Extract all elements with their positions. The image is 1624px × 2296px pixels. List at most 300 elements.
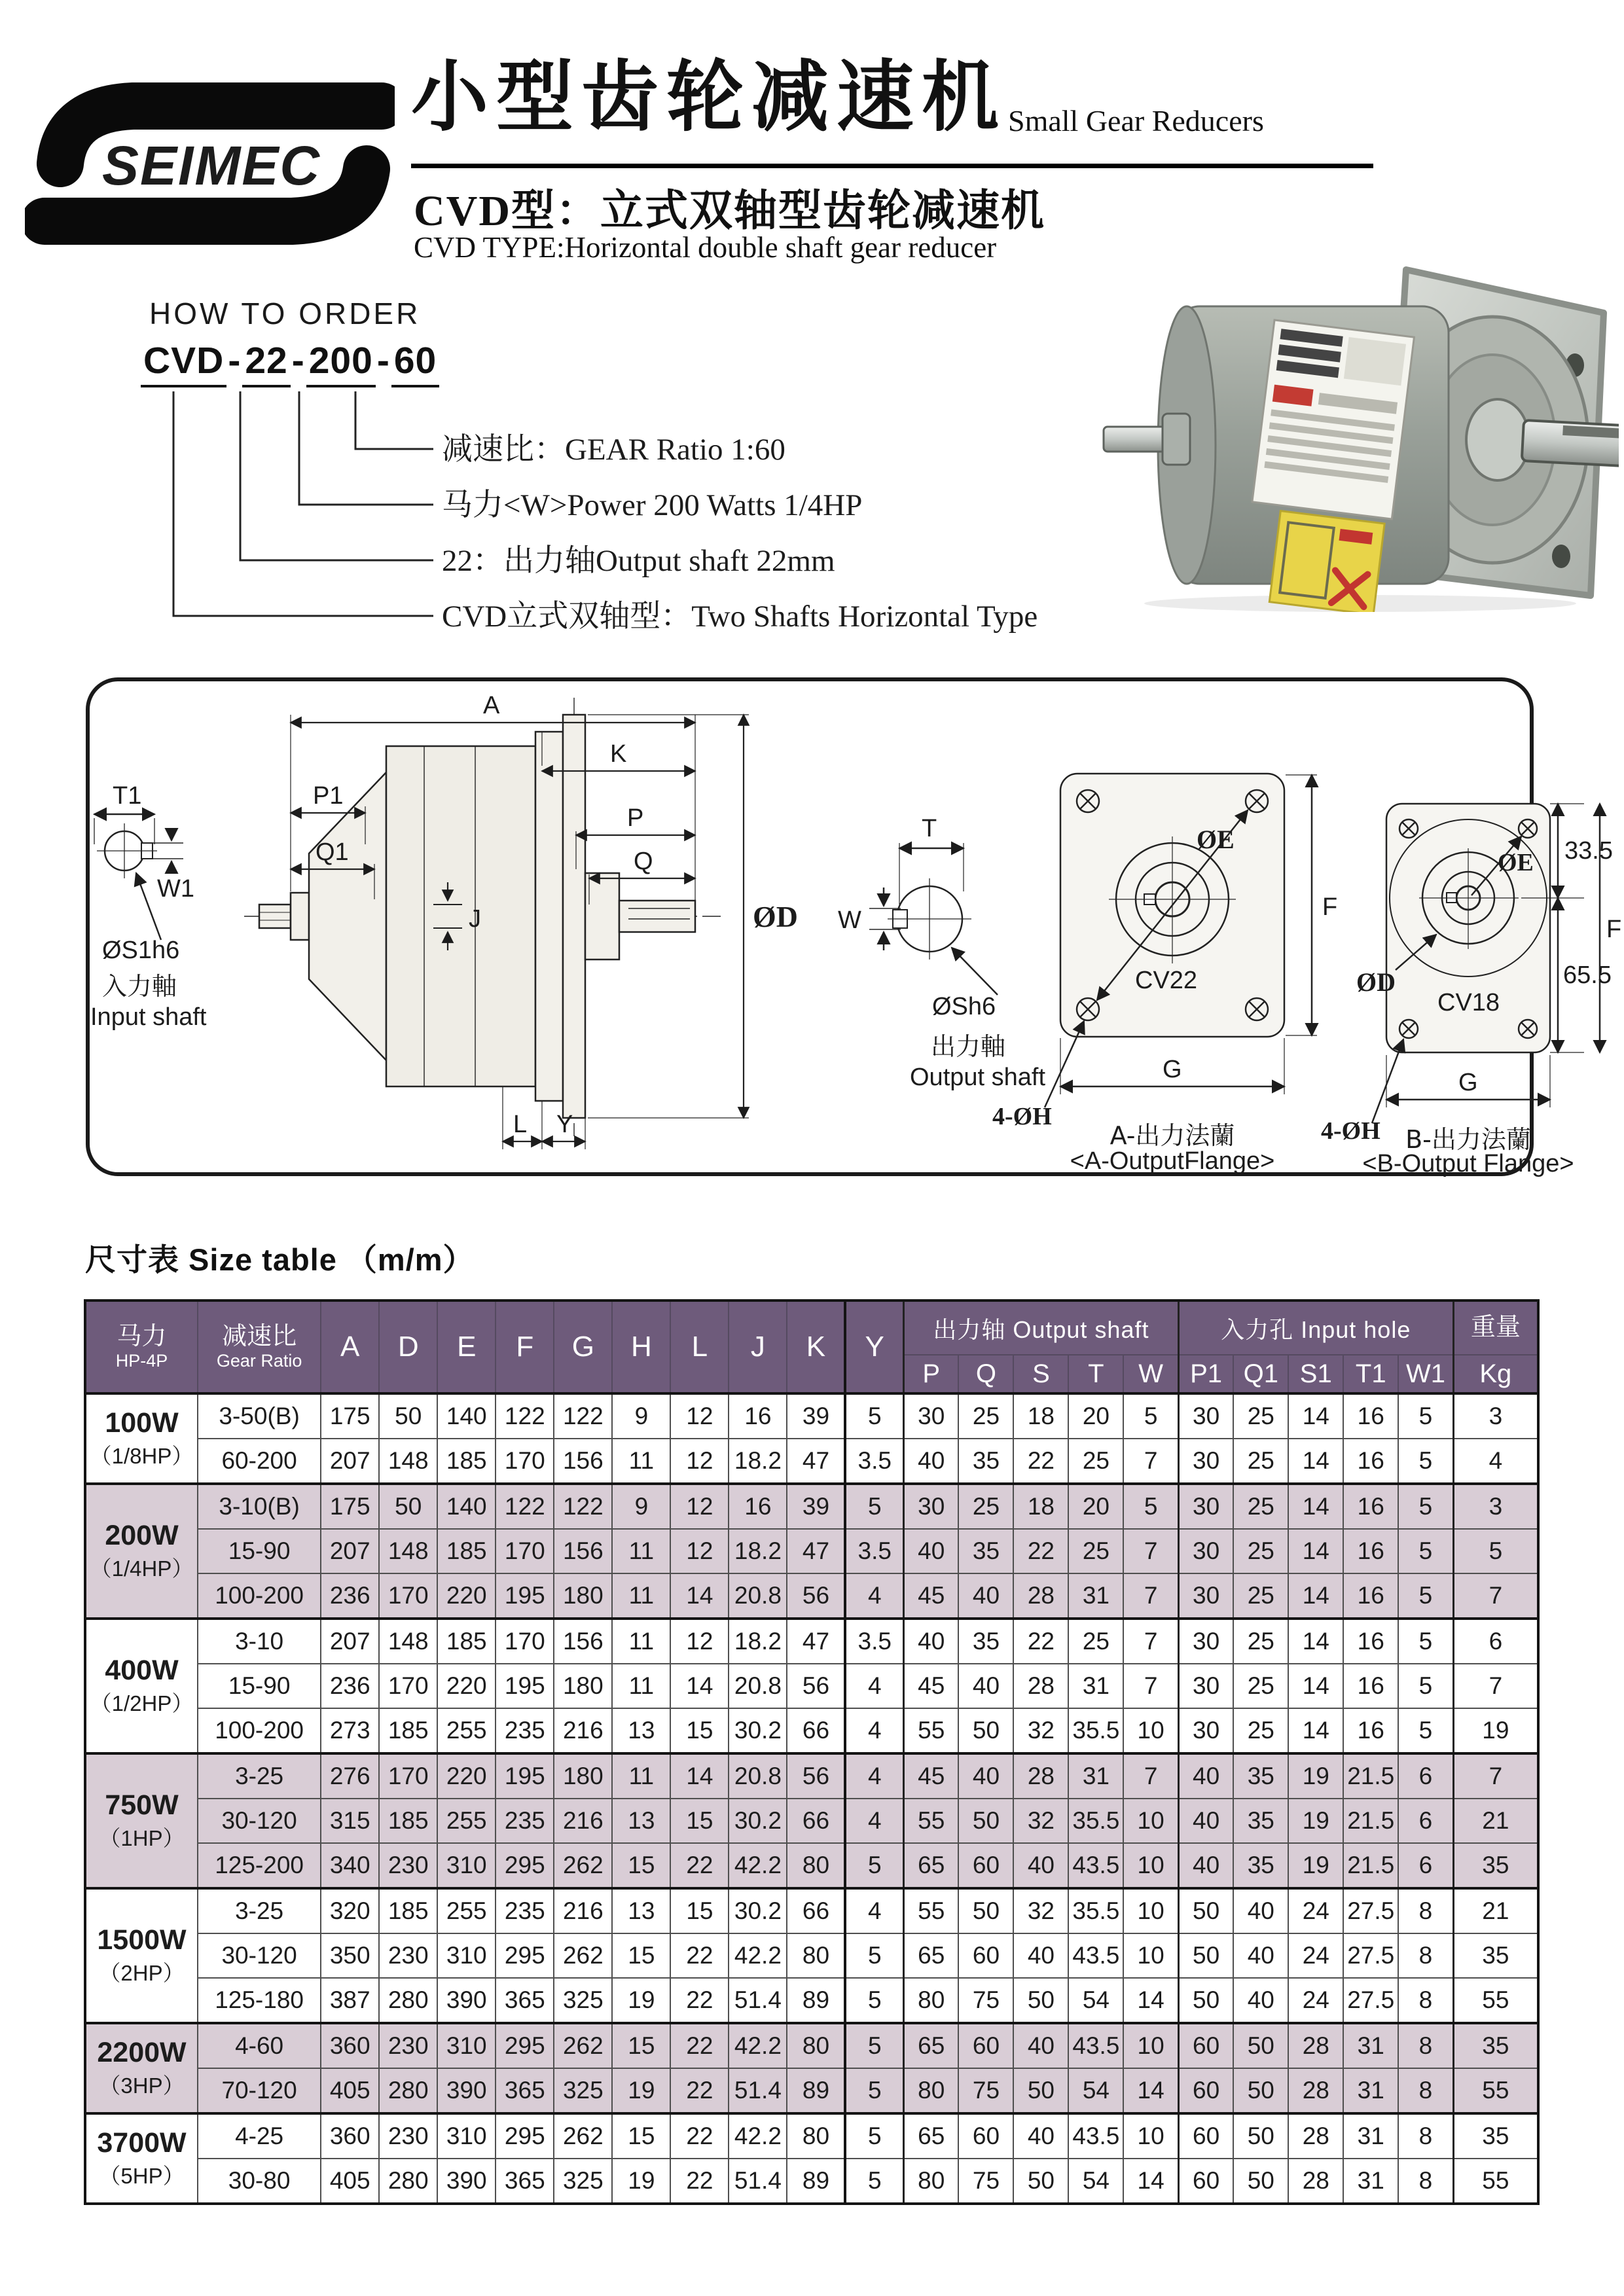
col-P: P (904, 1355, 959, 1393)
dim-cell: 80 (787, 2023, 845, 2068)
dim-cell: 55 (904, 1799, 959, 1843)
col-S1: S1 (1288, 1355, 1343, 1393)
gear-ratio-cell: 4-25 (198, 2113, 321, 2159)
dim-cell: 10 (1123, 1708, 1178, 1753)
dim-cell: 25 (1068, 1619, 1123, 1664)
dim-cell: 180 (554, 1753, 612, 1799)
flange-b-G: G (1458, 1069, 1478, 1096)
table-row (85, 1799, 1538, 1843)
dim-cell: 15 (612, 1933, 670, 1978)
dim-cell: 280 (379, 1978, 437, 2023)
dim-cell: 40 (1013, 1933, 1068, 1978)
dim-cell: 55 (1453, 2159, 1538, 2204)
dim-cell: 40 (1013, 1843, 1068, 1888)
dim-cell: 50 (1013, 2159, 1068, 2204)
dim-cell: 35 (958, 1619, 1013, 1664)
col-E: E (437, 1300, 496, 1393)
dim-cell: 50 (1178, 1978, 1233, 2023)
dim-cell: 235 (496, 1888, 554, 1933)
dim-cell: 43.5 (1068, 2023, 1123, 2068)
dim-cell: 22 (670, 1843, 729, 1888)
dim-cell: 40 (904, 1439, 959, 1484)
dim-cell: 255 (437, 1799, 496, 1843)
dim-cell: 89 (787, 2159, 845, 2204)
dim-cell: 22 (670, 2159, 729, 2204)
dim-cell: 50 (958, 1799, 1013, 1843)
table-row (85, 1843, 1538, 1888)
dim-cell: 6 (1453, 1619, 1538, 1664)
dim-cell: 405 (321, 2159, 379, 2204)
dim-S1h6: ØS1h6 (102, 937, 180, 964)
gear-ratio-cell: 30-120 (198, 1933, 321, 1978)
dim-cell: 50 (379, 1393, 437, 1439)
dim-T1: T1 (113, 782, 142, 810)
dim-cell: 14 (1288, 1664, 1343, 1708)
subtitle-cn: CVD型：立式双轴型齿轮减速机 (414, 187, 1045, 235)
col-D: D (379, 1300, 437, 1393)
dim-cell: 32 (1013, 1708, 1068, 1753)
size-table-body (85, 1393, 1538, 2204)
col-ratio: 减速比 Gear Ratio (198, 1300, 321, 1393)
dim-cell: 22 (1013, 1619, 1068, 1664)
output-shaft-label-cn: 出力軸 (931, 1032, 1006, 1061)
dim-cell: 14 (1123, 2068, 1178, 2113)
dim-cell: 8 (1398, 2113, 1453, 2159)
dim-cell: 75 (958, 1978, 1013, 2023)
code-segment-type: CVD (141, 339, 226, 387)
dim-cell: 28 (1013, 1664, 1068, 1708)
dim-cell: 54 (1068, 2068, 1123, 2113)
dim-cell: 27.5 (1343, 1933, 1398, 1978)
flange-a-H: 4-ØH (992, 1103, 1052, 1130)
dim-cell: 30 (1178, 1484, 1233, 1529)
col-weight: 重量 (1453, 1300, 1538, 1355)
dim-cell: 25 (1233, 1619, 1288, 1664)
dim-cell: 10 (1123, 1888, 1178, 1933)
dim-cell: 11 (612, 1529, 670, 1573)
dim-cell: 14 (1288, 1529, 1343, 1573)
dim-cell: 185 (437, 1529, 496, 1573)
dim-cell: 28 (1288, 2068, 1343, 2113)
dim-cell: 390 (437, 2159, 496, 2204)
dim-cell: 207 (321, 1439, 379, 1484)
dim-cell: 80 (787, 2113, 845, 2159)
dim-cell: 40 (1013, 2113, 1068, 2159)
dim-cell: 15 (612, 1843, 670, 1888)
dim-cell: 40 (1233, 1888, 1288, 1933)
dim-J: J (469, 905, 481, 933)
dim-Y: Y (556, 1111, 573, 1138)
dim-cell: 340 (321, 1843, 379, 1888)
dim-cell: 175 (321, 1484, 379, 1529)
dim-cell: 31 (1068, 1664, 1123, 1708)
dim-cell: 220 (437, 1753, 496, 1799)
dim-cell: 39 (787, 1484, 845, 1529)
dim-cell: 170 (496, 1529, 554, 1573)
dim-cell: 3.5 (845, 1619, 903, 1664)
dim-cell: 54 (1068, 1978, 1123, 2023)
dim-cell: 122 (496, 1393, 554, 1439)
dim-cell: 230 (379, 2023, 437, 2068)
dim-A: A (483, 692, 500, 719)
dim-cell: 230 (379, 1933, 437, 1978)
dim-cell: 50 (379, 1484, 437, 1529)
dim-cell: 5 (845, 1393, 903, 1439)
dim-cell: 5 (845, 1484, 903, 1529)
dim-cell: 7 (1123, 1439, 1178, 1484)
dim-cell: 22 (1013, 1529, 1068, 1573)
dim-cell: 40 (1233, 1933, 1288, 1978)
dim-cell: 7 (1453, 1753, 1538, 1799)
dim-cell: 35.5 (1068, 1708, 1123, 1753)
flange-b-E: ØE (1498, 849, 1534, 876)
dim-cell: 80 (904, 1978, 959, 2023)
dim-cell: 180 (554, 1573, 612, 1619)
dim-T: T (922, 815, 937, 842)
group-output-shaft: 出力轴 Output shaft (904, 1300, 1179, 1355)
dim-cell: 66 (787, 1888, 845, 1933)
dim-cell: 148 (379, 1439, 437, 1484)
dim-cell: 207 (321, 1619, 379, 1664)
dim-cell: 30.2 (729, 1888, 787, 1933)
dim-cell: 35 (1453, 1843, 1538, 1888)
size-table-title: 尺寸表 Size table （m/m） (85, 1242, 475, 1277)
dim-cell: 89 (787, 2068, 845, 2113)
dim-cell: 5 (845, 2113, 903, 2159)
dim-cell: 15 (670, 1708, 729, 1753)
dim-cell: 230 (379, 1843, 437, 1888)
dim-cell: 216 (554, 1708, 612, 1753)
dim-cell: 255 (437, 1708, 496, 1753)
dim-cell: 12 (670, 1619, 729, 1664)
dim-cell: 21.5 (1343, 1843, 1398, 1888)
output-shaft (1522, 420, 1619, 467)
dim-cell: 19 (612, 2068, 670, 2113)
dim-cell: 195 (496, 1753, 554, 1799)
dim-cell: 19 (1453, 1708, 1538, 1753)
dim-cell: 310 (437, 1933, 496, 1978)
dim-cell: 230 (379, 2113, 437, 2159)
output-shaft-label-en: Output shaft (910, 1064, 1046, 1091)
dim-cell: 15 (670, 1888, 729, 1933)
dim-cell: 140 (437, 1484, 496, 1529)
dimension-drawing (84, 675, 1624, 1179)
dim-cell: 80 (787, 1933, 845, 1978)
dim-cell: 11 (612, 1753, 670, 1799)
dim-cell: 19 (1288, 1799, 1343, 1843)
dim-cell: 31 (1343, 2159, 1398, 2204)
col-W: W (1123, 1355, 1178, 1393)
dim-cell: 55 (1453, 1978, 1538, 2023)
dim-cell: 185 (379, 1708, 437, 1753)
dim-cell: 315 (321, 1799, 379, 1843)
table-row (85, 1439, 1538, 1484)
table-row (85, 1753, 1538, 1799)
dim-cell: 43.5 (1068, 1933, 1123, 1978)
dim-cell: 40 (1178, 1753, 1233, 1799)
dim-cell: 14 (1123, 2159, 1178, 2204)
dim-cell: 295 (496, 1933, 554, 1978)
dim-cell: 22 (670, 2068, 729, 2113)
dim-cell: 5 (1398, 1439, 1453, 1484)
dim-cell: 35 (1453, 1933, 1538, 1978)
table-row (85, 1708, 1538, 1753)
page-title-en: Small Gear Reducers (1008, 104, 1264, 137)
dim-cell: 47 (787, 1439, 845, 1484)
dim-cell: 13 (612, 1888, 670, 1933)
dim-cell: 360 (321, 2023, 379, 2068)
dim-cell: 50 (1013, 2068, 1068, 2113)
callout-type: CVD立式双轴型：Two Shafts Horizontal Type (442, 600, 1038, 634)
col-P1: P1 (1178, 1355, 1233, 1393)
col-kg: Kg (1453, 1355, 1538, 1393)
power-cell: 750W （1HP） (85, 1753, 198, 1888)
flange-b-caption-en: <B-Output Flange> (1362, 1150, 1574, 1177)
input-shaft-label-cn: 入力軸 (102, 972, 177, 1001)
dim-cell: 8 (1398, 1933, 1453, 1978)
dim-cell: 5 (845, 1978, 903, 2023)
dim-cell: 19 (1288, 1843, 1343, 1888)
dim-cell: 22 (1013, 1439, 1068, 1484)
dim-cell: 21.5 (1343, 1799, 1398, 1843)
input-shaft-label-en: Input shaft (90, 1003, 207, 1031)
dim-cell: 51.4 (729, 2068, 787, 2113)
product-photo (1066, 229, 1619, 612)
gear-ratio-cell: 3-10 (198, 1619, 321, 1664)
dim-cell: 5 (845, 2068, 903, 2113)
power-cell: 1500W （2HP） (85, 1888, 198, 2023)
gear-ratio-cell: 125-200 (198, 1843, 321, 1888)
dim-cell: 156 (554, 1439, 612, 1484)
dim-cell: 13 (612, 1708, 670, 1753)
dim-cell: 31 (1068, 1573, 1123, 1619)
dim-cell: 180 (554, 1664, 612, 1708)
dim-cell: 6 (1398, 1753, 1453, 1799)
dim-cell: 148 (379, 1529, 437, 1573)
dim-cell: 14 (670, 1573, 729, 1619)
dim-Q: Q (634, 848, 653, 875)
dim-cell: 5 (1398, 1664, 1453, 1708)
dim-cell: 195 (496, 1664, 554, 1708)
col-T: T (1068, 1355, 1123, 1393)
dim-cell: 325 (554, 1978, 612, 2023)
dim-cell: 43.5 (1068, 1843, 1123, 1888)
nameplate (1252, 320, 1415, 519)
dim-cell: 25 (1233, 1393, 1288, 1439)
flange-b-dim-top: 33.5 (1564, 837, 1613, 865)
dim-Sh6: ØSh6 (932, 993, 996, 1020)
col-H: H (612, 1300, 670, 1393)
dim-cell: 50 (1178, 1888, 1233, 1933)
col-F: F (496, 1300, 554, 1393)
dim-cell: 50 (1233, 2159, 1288, 2204)
dim-cell: 390 (437, 1978, 496, 2023)
dim-cell: 35 (958, 1529, 1013, 1573)
callout-shaft: 22：出力轴Output shaft 22mm (442, 544, 835, 578)
group-input-hole: 入力孔 Input hole (1178, 1300, 1453, 1355)
flange-a-model: CV22 (1135, 967, 1198, 994)
dim-cell: 25 (958, 1484, 1013, 1529)
dim-cell: 11 (612, 1573, 670, 1619)
gear-ratio-cell: 60-200 (198, 1439, 321, 1484)
dim-cell: 40 (958, 1664, 1013, 1708)
dim-cell: 35 (958, 1439, 1013, 1484)
dim-cell: 220 (437, 1664, 496, 1708)
col-S: S (1013, 1355, 1068, 1393)
dim-cell: 21 (1453, 1888, 1538, 1933)
page-title: 小型齿轮减速机 (411, 52, 1007, 142)
dim-cell: 39 (787, 1393, 845, 1439)
dim-cell: 75 (958, 2159, 1013, 2204)
dim-cell: 28 (1013, 1573, 1068, 1619)
flange-a-F: F (1322, 893, 1338, 921)
dim-cell: 30 (1178, 1393, 1233, 1439)
dim-cell: 21.5 (1343, 1753, 1398, 1799)
dim-cell: 185 (379, 1799, 437, 1843)
dim-cell: 30 (1178, 1439, 1233, 1484)
dim-cell: 50 (958, 1708, 1013, 1753)
dim-cell: 10 (1123, 1799, 1178, 1843)
dim-cell: 4 (845, 1799, 903, 1843)
dim-cell: 14 (670, 1664, 729, 1708)
dim-cell: 25 (1233, 1529, 1288, 1573)
table-row (85, 1484, 1538, 1529)
dim-cell: 50 (1178, 1933, 1233, 1978)
col-Q1: Q1 (1233, 1355, 1288, 1393)
table-row (85, 1978, 1538, 2023)
dim-cell: 185 (379, 1888, 437, 1933)
dim-cell: 14 (1288, 1573, 1343, 1619)
dim-cell: 42.2 (729, 1933, 787, 1978)
dim-cell: 170 (496, 1619, 554, 1664)
order-heading: HOW TO ORDER (149, 296, 421, 331)
dim-cell: 16 (1343, 1573, 1398, 1619)
table-row (85, 2159, 1538, 2204)
code-segment-power: 200 (306, 339, 376, 387)
dim-cell: 35.5 (1068, 1888, 1123, 1933)
dim-cell: 236 (321, 1573, 379, 1619)
dim-cell: 31 (1343, 2113, 1398, 2159)
dim-cell: 5 (1123, 1484, 1178, 1529)
dim-cell: 40 (1178, 1843, 1233, 1888)
dim-cell: 5 (1398, 1393, 1453, 1439)
dim-cell: 16 (729, 1484, 787, 1529)
dim-cell: 43.5 (1068, 2113, 1123, 2159)
dim-cell: 28 (1013, 1753, 1068, 1799)
dim-cell: 15 (612, 2113, 670, 2159)
dim-cell: 30 (1178, 1708, 1233, 1753)
flange-a-E: ØE (1197, 825, 1235, 854)
dim-cell: 24 (1288, 1933, 1343, 1978)
dim-cell: 5 (845, 2023, 903, 2068)
dim-cell: 5 (1398, 1619, 1453, 1664)
dim-cell: 216 (554, 1799, 612, 1843)
gear-ratio-cell: 3-25 (198, 1888, 321, 1933)
dim-cell: 16 (1343, 1529, 1398, 1573)
table-row (85, 1573, 1538, 1619)
dim-cell: 35 (1233, 1799, 1288, 1843)
dim-cell: 140 (437, 1393, 496, 1439)
dim-cell: 360 (321, 2113, 379, 2159)
order-callout-diagram (137, 391, 1198, 666)
dim-cell: 20 (1068, 1393, 1123, 1439)
dim-cell: 65 (904, 1843, 959, 1888)
dim-cell: 8 (1398, 2023, 1453, 2068)
dim-cell: 122 (554, 1484, 612, 1529)
flange-a-G: G (1163, 1056, 1182, 1083)
dim-cell: 50 (1013, 1978, 1068, 2023)
dim-cell: 40 (904, 1529, 959, 1573)
dim-cell: 273 (321, 1708, 379, 1753)
dim-cell: 365 (496, 1978, 554, 2023)
dim-cell: 276 (321, 1753, 379, 1799)
dim-cell: 30 (1178, 1529, 1233, 1573)
dim-cell: 325 (554, 2068, 612, 2113)
dim-cell: 12 (670, 1529, 729, 1573)
dim-cell: 16 (1343, 1484, 1398, 1529)
dim-cell: 30 (904, 1393, 959, 1439)
flange-b-D: ØD (1356, 967, 1396, 997)
dim-cell: 32 (1013, 1888, 1068, 1933)
dim-cell: 16 (729, 1393, 787, 1439)
dim-cell: 295 (496, 2023, 554, 2068)
dim-cell: 20.8 (729, 1753, 787, 1799)
dim-cell: 12 (670, 1393, 729, 1439)
dim-cell: 15 (612, 2023, 670, 2068)
dim-cell: 4 (845, 1888, 903, 1933)
dim-cell: 387 (321, 1978, 379, 2023)
dim-cell: 30.2 (729, 1799, 787, 1843)
table-row (85, 2023, 1538, 2068)
dim-cell: 7 (1123, 1619, 1178, 1664)
dim-cell: 30.2 (729, 1708, 787, 1753)
dim-cell: 325 (554, 2159, 612, 2204)
dim-cell: 9 (612, 1393, 670, 1439)
dim-cell: 6 (1398, 1799, 1453, 1843)
dim-cell: 7 (1123, 1753, 1178, 1799)
dim-cell: 14 (1288, 1484, 1343, 1529)
col-T1: T1 (1343, 1355, 1398, 1393)
dim-cell: 3 (1453, 1484, 1538, 1529)
dim-cell: 262 (554, 2113, 612, 2159)
dim-cell: 14 (1288, 1619, 1343, 1664)
dim-cell: 30 (1178, 1664, 1233, 1708)
power-cell: 3700W （5HP） (85, 2113, 198, 2204)
gear-ratio-cell: 4-60 (198, 2023, 321, 2068)
dim-cell: 185 (437, 1439, 496, 1484)
gear-ratio-cell: 15-90 (198, 1529, 321, 1573)
dim-cell: 51.4 (729, 2159, 787, 2204)
dim-cell: 220 (437, 1573, 496, 1619)
dim-cell: 170 (496, 1439, 554, 1484)
dim-cell: 30 (904, 1484, 959, 1529)
dim-cell: 16 (1343, 1439, 1398, 1484)
flange-b-model: CV18 (1437, 989, 1500, 1016)
gear-ratio-cell: 3-50(B) (198, 1393, 321, 1439)
dim-cell: 80 (787, 1843, 845, 1888)
flange-b-H: 4-ØH (1321, 1117, 1380, 1145)
dim-cell: 50 (1233, 2113, 1288, 2159)
dim-cell: 55 (904, 1708, 959, 1753)
dim-cell: 32 (1013, 1799, 1068, 1843)
dim-cell: 10 (1123, 2023, 1178, 2068)
dim-cell: 28 (1288, 2159, 1343, 2204)
dim-cell: 310 (437, 2023, 496, 2068)
dim-cell: 65 (904, 1933, 959, 1978)
power-cell: 100W （1/8HP） (85, 1393, 198, 1484)
col-G: G (554, 1300, 612, 1393)
dim-cell: 295 (496, 2113, 554, 2159)
